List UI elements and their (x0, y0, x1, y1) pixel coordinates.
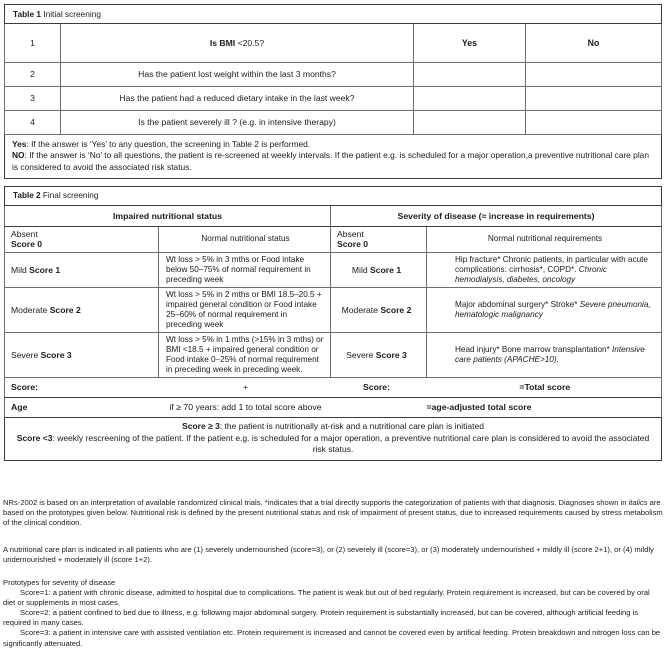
table2-left-level-plain: Mild (11, 264, 30, 275)
footnote-prototypes (3, 578, 663, 649)
table2-score-row (5, 377, 662, 397)
table-initial-screening (4, 4, 662, 179)
footnote-para1-italic: italics (628, 498, 648, 507)
table2-right-desc-italic: Intensive care patients (APACHE>10). (455, 344, 645, 364)
prototype-score-1: Score=1: a patient with chronic disease, admitted to hospital due to complications. The patient is weak but out of bed regularly. Protein requirement is increased, but can be covered by oral diet or supplements in most cases. (3, 588, 650, 608)
table1-answer-no-cell[interactable] (526, 87, 662, 111)
table2-right-level-score: Score 1 (370, 264, 402, 275)
table2-group-header-severity: Severity of disease (≈ increase in requirements) (331, 206, 662, 227)
table1-caption-row (5, 5, 662, 24)
table-final-screening (4, 186, 662, 461)
table-row (5, 87, 662, 111)
table2-left-level-mild (5, 252, 159, 287)
table-row (5, 227, 662, 253)
table2-left-level-score: Score 3 (40, 349, 72, 360)
table2-left-level-moderate (5, 287, 159, 332)
prototypes-heading: Prototypes for severity of disease (3, 578, 116, 587)
prototype-score-2: Score=2: a patient confined to bed due to illness, e.g. following major abdominal surgery. Protein requirement is substantially increased, but can be covered, although artificial feeding is required in many cases. (3, 608, 639, 628)
table2-left-level-severe (5, 332, 159, 377)
table2-caption-row (5, 187, 662, 206)
table1-row-number: 1 (5, 24, 61, 63)
table2-right-level-moderate (331, 287, 427, 332)
table2-left-level-plain: Severe (11, 349, 41, 360)
table1-note-yes-text: : If the answer is ‘Yes’ to any question, the screening in Table 2 is performed. (26, 139, 311, 150)
table1-note-no (12, 150, 655, 173)
table1-answer-no-cell[interactable] (526, 63, 662, 87)
table1-row-number: 3 (5, 87, 61, 111)
table-row (5, 24, 662, 63)
table2-right-level-plain: Severe (346, 349, 376, 360)
footnote-paragraph-1 (3, 498, 663, 528)
table2-final-note-line1-rest: : the patient is nutritionally at-risk and a nutritional care plan is initiated (219, 420, 484, 431)
table2-right-level-plain: Mild (351, 264, 371, 275)
prototype-score-3: Score=3: a patient in intensive care with assisted ventilation etc. Protein requirement is increased and cannot be covered even by artifical feeding. Protein breakdown and nitrogen loss can be significantly attenuated. (3, 628, 661, 648)
table1-row-number: 4 (5, 111, 61, 135)
table1-answer-yes-cell[interactable] (414, 63, 526, 87)
table2-score-left-text: Score: (11, 382, 39, 393)
table-row (5, 111, 662, 135)
table2-group-header-impaired: Impaired nutritional status (5, 206, 331, 227)
table2-right-desc-italic: Severe pneumonia, hematologic malignancy (455, 299, 651, 319)
table2-final-note-line2-bold: Score <3 (16, 432, 53, 443)
footnote-paragraph-2 (3, 545, 663, 565)
table2-score-plus: + (159, 377, 331, 397)
table1-header-yes: Yes (414, 24, 526, 63)
table1-answer-yes-cell[interactable] (414, 111, 526, 135)
table2-right-level-score: Score 2 (380, 304, 412, 315)
table2-age-adjusted-total-text: =age-adjusted total score (426, 402, 532, 413)
table2-age-result-left (331, 397, 427, 417)
table-row (5, 63, 662, 87)
table2-right-level-plain: Absent (337, 229, 364, 239)
table2-right-desc (427, 287, 662, 332)
table2-left-level-plain: Absent (11, 229, 38, 239)
table2-right-desc-italic: Chronic hemodialysis, diabetes, oncology (455, 264, 607, 284)
table2-caption-text: Final screening (42, 191, 99, 200)
table2-right-desc-plain: Hip fracture* Chronic patients, in particular with acute complications: cirrhosis*, COPD*. (455, 254, 648, 274)
table2-final-note-line2 (13, 433, 653, 456)
table2-score-label-left (5, 377, 159, 397)
table2-right-level-score: Score 3 (375, 349, 407, 360)
table1-caption (5, 5, 662, 24)
footnote-para1-b: are based on the prototypes given below. Nutritional risk is defined by the present nutritional status and risk of impairment of present status, due to increased requirements caused by stress metabolism of the clinical condition. (3, 498, 663, 528)
table-row (5, 287, 662, 332)
footnote-para2: A nutritional care plan is indicated in all patients who are (1) severely undernourished (score=3), or (2) severely ill (score=3), or (3) moderately undernourished + mildly ill (score 2+1), or (4) mildly undernourished + moderately ill (score 1+2). (3, 545, 654, 565)
table2-final-note-line1-bold: Score ≥ 3 (182, 420, 220, 431)
table2-left-level-plain: Moderate (11, 304, 50, 315)
table1-question-bold: Is BMI (209, 37, 236, 48)
table2-score-right-text: Score: (362, 382, 391, 393)
table2-age-rule: if ≥ 70 years: add 1 to total score above (159, 397, 331, 417)
table2-right-desc (427, 252, 662, 287)
table2-right-desc-plain: Head injury* Bone marrow transplantation* (455, 344, 613, 354)
table2-right-level-plain: Moderate (341, 304, 381, 315)
table2-total-score-text: =Total score (519, 382, 571, 393)
table-row (5, 332, 662, 377)
table2-group-header-row (5, 206, 662, 227)
table-row (5, 252, 662, 287)
footnote-para1-a: NRs-2002 is based on an interpretation of available randomized clinical trials. *indicates that a trial directly supports the categorization of patients with that diagnosis. Diagnoses shown in (3, 498, 629, 507)
table2-right-level-severe (331, 332, 427, 377)
table2-right-desc: Normal nutritional requirements (427, 227, 662, 253)
table1-caption-text: Initial screening (43, 9, 101, 19)
table1-header-no: No (526, 24, 662, 63)
table1-answer-no-cell[interactable] (526, 111, 662, 135)
table2-left-level-absent (5, 227, 159, 253)
table2-total-score (427, 377, 662, 397)
table2-left-level-score: Score 1 (29, 264, 61, 275)
table2-left-desc: Wt loss > 5% in 2 mths or BMI 18.5–20.5 + impaired general condition or Food intake 25–60% of normal requirement in preceding week (159, 287, 331, 332)
table1-notes (5, 135, 662, 179)
table1-note-no-label: NO (12, 150, 25, 161)
table2-left-desc: Normal nutritional status (159, 227, 331, 253)
table1-note-yes-label: Yes (12, 139, 27, 150)
footnote-para1 (3, 498, 663, 528)
table2-left-desc: Wt loss > 5% in 3 mths or Food intake below 50–75% of normal requirement in preceding week (159, 252, 331, 287)
table2-score-label-right (331, 377, 427, 397)
table1-answer-yes-cell[interactable] (414, 87, 526, 111)
table1-note-yes (12, 139, 655, 150)
table2-left-level-score: Score 2 (49, 304, 81, 315)
table1-note-no-text: : If the answer is ‘No’ to all questions, the patient is re-screened at weekly intervals. If the patient e.g. is scheduled for a major operation,a preventive nutritional care plan is considered to avoid the associated risk status. (12, 150, 649, 172)
table2-left-desc: Wt loss > 5% in 1 mths (>15% in 3 mths) or BMI <18.5 + impaired general condition or Food intake 0–25% of normal requirement in preceding week in preceding week. (159, 332, 331, 377)
table2-final-note (5, 417, 662, 460)
table1-question-rest: <20.5? (237, 37, 265, 48)
table2-right-level-mild (331, 252, 427, 287)
table2-right-level-absent (331, 227, 427, 253)
table2-left-level-score: Score 0 (11, 239, 43, 250)
table2-final-note-line2-rest: : weekly rescreening of the patient. If the patient e.g. is scheduled for a major operation, a preventive nutritional care plan is considered to avoid the associated risk status. (52, 432, 650, 455)
table1-notes-row (5, 135, 662, 179)
table1-question: Has the patient had a reduced dietary intake in the last week? (61, 87, 414, 111)
table1-question: Is the patient severely ill ? (e.g. in intensive therapy) (61, 111, 414, 135)
table1-question (61, 24, 414, 63)
table2-age-label (5, 397, 159, 417)
table2-caption (5, 187, 662, 206)
table2-final-note-row (5, 417, 662, 460)
table2-caption-label: Table 2 (13, 191, 41, 200)
table2-right-desc (427, 332, 662, 377)
table1-question: Has the patient lost weight within the last 3 months? (61, 63, 414, 87)
table2-right-desc-plain: Major abdominal surgery* Stroke* (455, 299, 580, 309)
table2-age-row (5, 397, 662, 417)
table2-final-note-line1 (13, 421, 653, 433)
table1-row-number: 2 (5, 63, 61, 87)
table2-age-label-text: Age (11, 402, 28, 413)
table2-right-level-score: Score 0 (337, 239, 369, 250)
table1-caption-label: Table 1 (13, 9, 41, 19)
table2-age-adjusted-total (427, 397, 662, 417)
